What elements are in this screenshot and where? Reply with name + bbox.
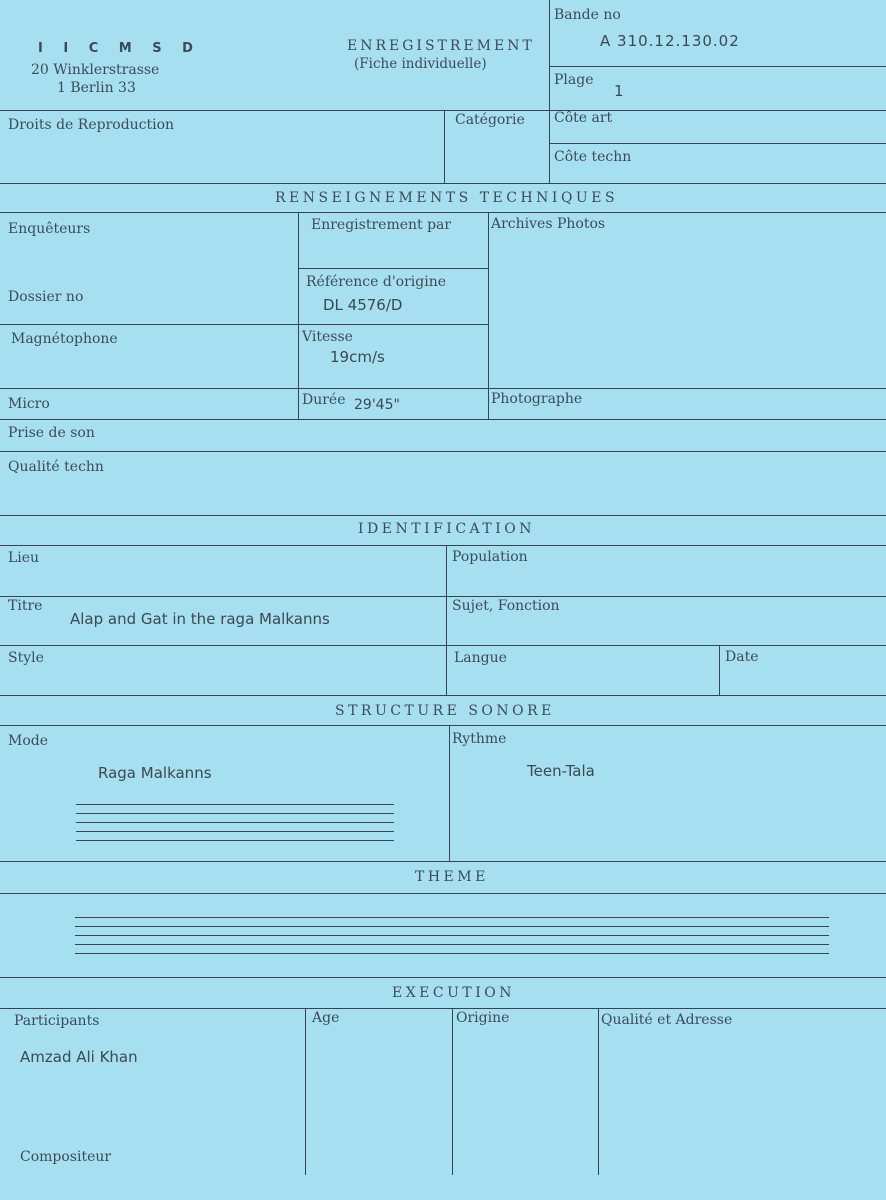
rythme-value[interactable]: Teen-Tala (527, 762, 595, 780)
theme-staff-line (75, 935, 829, 936)
rule (0, 596, 886, 597)
rule (298, 268, 488, 269)
mode-staff-line (76, 831, 394, 832)
bande-no-value[interactable]: A 310.12.130.02 (600, 32, 740, 50)
rule (0, 110, 886, 111)
rule (452, 1008, 453, 1175)
section-heading-execution: EXECUTION (392, 985, 516, 1001)
rule (488, 212, 489, 419)
rule (598, 1008, 599, 1175)
rule (0, 1008, 886, 1009)
categorie-label: Catégorie (455, 112, 525, 128)
rule (0, 515, 886, 516)
rule (550, 143, 886, 144)
rule (449, 725, 450, 861)
titre-value[interactable]: Alap and Gat in the raga Malkanns (70, 610, 330, 628)
section-heading-theme: THEME (415, 869, 489, 885)
enqueteurs-label: Enquêteurs (8, 221, 91, 237)
mode-staff-line (76, 804, 394, 805)
lieu-label: Lieu (8, 550, 40, 566)
rule (0, 725, 886, 726)
mode-staff-line (76, 813, 394, 814)
enregistrement-par-label: Enregistrement par (311, 217, 452, 233)
institution-city: 1 Berlin 33 (57, 80, 136, 96)
date-label: Date (725, 649, 759, 665)
institution-logo: I I C M S D (38, 41, 201, 56)
reference-origine-value[interactable]: DL 4576/D (323, 296, 403, 314)
reference-origine-label: Référence d'origine (306, 274, 447, 290)
origine-label: Origine (456, 1010, 510, 1026)
form-title: ENREGISTREMENT (347, 38, 535, 54)
rule (0, 545, 886, 546)
mode-label: Mode (8, 733, 49, 749)
rule (550, 66, 886, 67)
rule (0, 419, 886, 420)
duree-label: Durée (302, 392, 346, 408)
duree-value[interactable]: 29'45" (354, 397, 400, 413)
rule (444, 110, 445, 183)
archives-photos-label: Archives Photos (491, 216, 606, 232)
titre-label: Titre (8, 598, 43, 614)
rule (0, 212, 886, 213)
rule (0, 183, 886, 184)
bande-no-label: Bande no (554, 7, 621, 23)
section-heading-identification: IDENTIFICATION (358, 521, 535, 537)
rule (0, 977, 886, 978)
rule (0, 388, 886, 389)
style-label: Style (8, 650, 44, 666)
sujet-fonction-label: Sujet, Fonction (452, 598, 560, 614)
rule (298, 212, 299, 419)
theme-staff-line (75, 917, 829, 918)
rule (0, 695, 886, 696)
langue-label: Langue (454, 650, 507, 666)
population-label: Population (452, 549, 528, 565)
photographe-label: Photographe (491, 391, 583, 407)
age-label: Age (312, 1010, 340, 1026)
institution-street: 20 Winklerstrasse (31, 62, 160, 78)
prise-de-son-label: Prise de son (8, 425, 95, 441)
theme-staff-line (75, 944, 829, 945)
rule (0, 861, 886, 862)
section-heading-technical: RENSEIGNEMENTS TECHNIQUES (275, 190, 619, 206)
participants-label: Participants (14, 1013, 100, 1029)
rule (549, 0, 550, 183)
rule (0, 451, 886, 452)
qualite-adresse-label: Qualité et Adresse (601, 1012, 733, 1028)
plage-value[interactable]: 1 (614, 82, 624, 100)
qualite-techn-label: Qualité techn (8, 459, 104, 475)
cote-art-label: Côte art (554, 110, 613, 126)
mode-staff-line (76, 822, 394, 823)
droits-label: Droits de Reproduction (8, 117, 175, 133)
rule (305, 1008, 306, 1175)
form-subtitle: (Fiche individuelle) (354, 56, 487, 72)
rule (719, 645, 720, 695)
rule (0, 893, 886, 894)
vitesse-value[interactable]: 19cm/s (330, 348, 385, 366)
plage-label: Plage (554, 72, 594, 88)
dossier-no-label: Dossier no (8, 289, 84, 305)
participant-name[interactable]: Amzad Ali Khan (20, 1048, 138, 1066)
section-heading-structure: STRUCTURE SONORE (335, 703, 555, 719)
magnetophone-label: Magnétophone (11, 331, 118, 347)
rythme-label: Rythme (452, 731, 507, 747)
cote-techn-label: Côte techn (554, 149, 632, 165)
mode-value[interactable]: Raga Malkanns (98, 764, 212, 782)
rule (0, 324, 488, 325)
micro-label: Micro (8, 396, 50, 412)
rule (446, 545, 447, 695)
vitesse-label: Vitesse (302, 329, 353, 345)
theme-staff-line (75, 926, 829, 927)
mode-staff-line (76, 840, 394, 841)
rule (0, 645, 886, 646)
compositeur-label: Compositeur (20, 1149, 112, 1165)
theme-staff-line (75, 953, 829, 954)
